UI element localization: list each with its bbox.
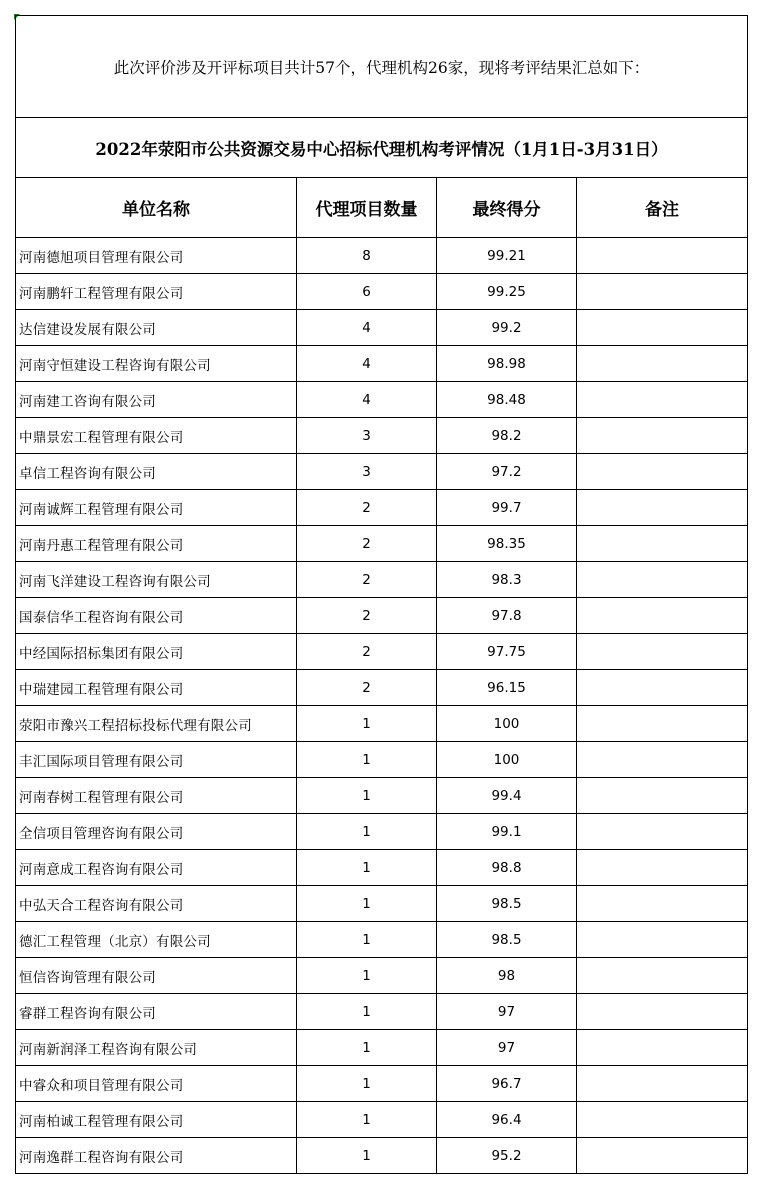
cell-project-count: 1 <box>297 850 437 886</box>
cell-company-name: 中鼎景宏工程管理有限公司 <box>16 418 297 454</box>
cell-project-count: 2 <box>297 562 437 598</box>
cell-remark <box>577 454 748 490</box>
cell-project-count: 1 <box>297 706 437 742</box>
cell-company-name: 河南新润泽工程咨询有限公司 <box>16 1030 297 1066</box>
cell-final-score: 99.4 <box>437 778 577 814</box>
table-row <box>16 562 748 598</box>
cell-remark <box>577 526 748 562</box>
table-row <box>16 490 748 526</box>
cell-company-name: 河南柏诚工程管理有限公司 <box>16 1102 297 1138</box>
cell-project-count: 2 <box>297 670 437 706</box>
cell-company-name: 河南逸群工程咨询有限公司 <box>16 1138 297 1174</box>
cell-remark <box>577 922 748 958</box>
table-row <box>16 346 748 382</box>
cell-final-score: 96.15 <box>437 670 577 706</box>
evaluation-table <box>15 15 748 1174</box>
cell-project-count: 1 <box>297 1066 437 1102</box>
table-row <box>16 310 748 346</box>
cell-project-count: 6 <box>297 274 437 310</box>
table-row <box>16 706 748 742</box>
cell-project-count: 1 <box>297 778 437 814</box>
table-row <box>16 454 748 490</box>
cell-remark <box>577 814 748 850</box>
cell-remark <box>577 850 748 886</box>
cell-company-name: 达信建设发展有限公司 <box>16 310 297 346</box>
header-score: 最终得分 <box>437 178 577 238</box>
cell-final-score: 97 <box>437 994 577 1030</box>
cell-final-score: 96.4 <box>437 1102 577 1138</box>
cell-final-score: 98.8 <box>437 850 577 886</box>
cell-final-score: 99.2 <box>437 310 577 346</box>
cell-remark <box>577 886 748 922</box>
cell-company-name: 河南守恒建设工程咨询有限公司 <box>16 346 297 382</box>
cell-final-score: 99.7 <box>437 490 577 526</box>
table-row <box>16 670 748 706</box>
table-row <box>16 418 748 454</box>
table-title: 2022年荥阳市公共资源交易中心招标代理机构考评情况（1月1日-3月31日） <box>16 118 748 178</box>
cell-project-count: 1 <box>297 922 437 958</box>
cell-company-name: 河南丹惠工程管理有限公司 <box>16 526 297 562</box>
cell-remark <box>577 634 748 670</box>
cell-remark <box>577 418 748 454</box>
cell-project-count: 1 <box>297 814 437 850</box>
cell-remark <box>577 598 748 634</box>
cell-company-name: 荥阳市豫兴工程招标投标代理有限公司 <box>16 706 297 742</box>
table-row <box>16 1030 748 1066</box>
cell-final-score: 98.98 <box>437 346 577 382</box>
cell-project-count: 1 <box>297 958 437 994</box>
table-row <box>16 958 748 994</box>
cell-final-score: 98.48 <box>437 382 577 418</box>
cell-project-count: 4 <box>297 310 437 346</box>
cell-final-score: 97.8 <box>437 598 577 634</box>
cell-project-count: 2 <box>297 634 437 670</box>
cell-company-name: 中弘天合工程咨询有限公司 <box>16 886 297 922</box>
cell-project-count: 1 <box>297 886 437 922</box>
cell-final-score: 100 <box>437 706 577 742</box>
cell-remark <box>577 382 748 418</box>
table-row <box>16 1102 748 1138</box>
cell-project-count: 3 <box>297 418 437 454</box>
cell-final-score: 97.2 <box>437 454 577 490</box>
table-row <box>16 886 748 922</box>
cell-company-name: 河南意成工程咨询有限公司 <box>16 850 297 886</box>
cell-final-score: 95.2 <box>437 1138 577 1174</box>
intro-text: 此次评价涉及开评标项目共计57个，代理机构26家，现将考评结果汇总如下： <box>16 16 748 118</box>
title-row <box>16 118 748 178</box>
cell-company-name: 中睿众和项目管理有限公司 <box>16 1066 297 1102</box>
cell-final-score: 97 <box>437 1030 577 1066</box>
cell-company-name: 国泰信华工程咨询有限公司 <box>16 598 297 634</box>
cell-remark <box>577 742 748 778</box>
header-row <box>16 178 748 238</box>
cell-remark <box>577 238 748 274</box>
cell-project-count: 4 <box>297 346 437 382</box>
cell-final-score: 98 <box>437 958 577 994</box>
cell-company-name: 河南春树工程管理有限公司 <box>16 778 297 814</box>
cell-remark <box>577 346 748 382</box>
cell-remark <box>577 706 748 742</box>
cell-company-name: 丰汇国际项目管理有限公司 <box>16 742 297 778</box>
cell-company-name: 河南鹏轩工程管理有限公司 <box>16 274 297 310</box>
cell-remark <box>577 490 748 526</box>
cell-final-score: 98.35 <box>437 526 577 562</box>
cell-remark <box>577 1102 748 1138</box>
cell-project-count: 3 <box>297 454 437 490</box>
cell-final-score: 99.21 <box>437 238 577 274</box>
cell-project-count: 1 <box>297 1030 437 1066</box>
cell-company-name: 全信项目管理咨询有限公司 <box>16 814 297 850</box>
table-row <box>16 238 748 274</box>
cell-company-name: 河南诚辉工程管理有限公司 <box>16 490 297 526</box>
table-row <box>16 814 748 850</box>
cell-remark <box>577 1030 748 1066</box>
header-remark: 备注 <box>577 178 748 238</box>
table-row <box>16 598 748 634</box>
intro-row <box>16 16 748 118</box>
cell-company-name: 德汇工程管理（北京）有限公司 <box>16 922 297 958</box>
cell-company-name: 河南飞洋建设工程咨询有限公司 <box>16 562 297 598</box>
cell-company-name: 河南德旭项目管理有限公司 <box>16 238 297 274</box>
cell-project-count: 1 <box>297 994 437 1030</box>
table-row <box>16 274 748 310</box>
cell-company-name: 卓信工程咨询有限公司 <box>16 454 297 490</box>
cell-company-name: 睿群工程咨询有限公司 <box>16 994 297 1030</box>
table-row <box>16 994 748 1030</box>
table-row <box>16 634 748 670</box>
cell-final-score: 99.25 <box>437 274 577 310</box>
table-row <box>16 1066 748 1102</box>
cell-remark <box>577 778 748 814</box>
header-count: 代理项目数量 <box>297 178 437 238</box>
cell-remark <box>577 670 748 706</box>
cell-project-count: 8 <box>297 238 437 274</box>
cell-final-score: 98.3 <box>437 562 577 598</box>
cell-remark <box>577 562 748 598</box>
cell-final-score: 99.1 <box>437 814 577 850</box>
cell-final-score: 98.5 <box>437 886 577 922</box>
header-name: 单位名称 <box>16 178 297 238</box>
cell-project-count: 1 <box>297 1102 437 1138</box>
cell-final-score: 98.5 <box>437 922 577 958</box>
cell-remark <box>577 994 748 1030</box>
cell-final-score: 98.2 <box>437 418 577 454</box>
cell-company-name: 中经国际招标集团有限公司 <box>16 634 297 670</box>
cell-remark <box>577 958 748 994</box>
cell-company-name: 恒信咨询管理有限公司 <box>16 958 297 994</box>
cell-project-count: 1 <box>297 1138 437 1174</box>
cell-company-name: 中瑞建园工程管理有限公司 <box>16 670 297 706</box>
cell-company-name: 河南建工咨询有限公司 <box>16 382 297 418</box>
cell-remark <box>577 1066 748 1102</box>
cell-remark <box>577 310 748 346</box>
table-row <box>16 850 748 886</box>
table-row <box>16 382 748 418</box>
cell-project-count: 2 <box>297 490 437 526</box>
cell-final-score: 96.7 <box>437 1066 577 1102</box>
cell-project-count: 2 <box>297 598 437 634</box>
cell-project-count: 1 <box>297 742 437 778</box>
table-row <box>16 742 748 778</box>
table-row <box>16 922 748 958</box>
cell-project-count: 2 <box>297 526 437 562</box>
cell-remark <box>577 274 748 310</box>
table-row <box>16 526 748 562</box>
cell-final-score: 100 <box>437 742 577 778</box>
cell-project-count: 4 <box>297 382 437 418</box>
table-row <box>16 1138 748 1174</box>
cell-remark <box>577 1138 748 1174</box>
table-row <box>16 778 748 814</box>
cell-final-score: 97.75 <box>437 634 577 670</box>
